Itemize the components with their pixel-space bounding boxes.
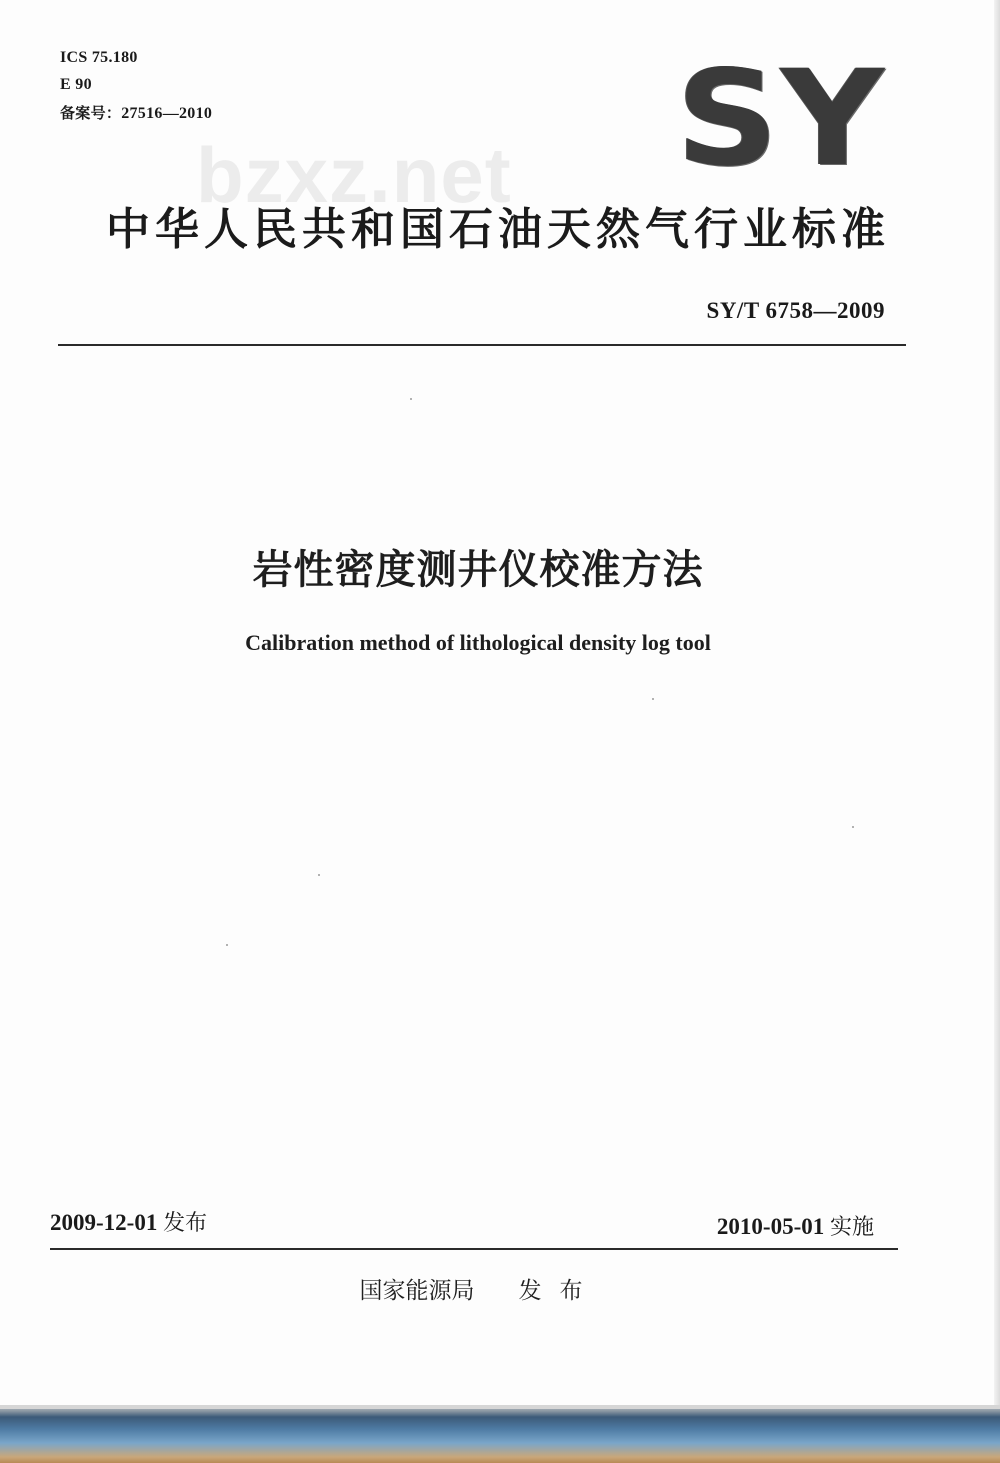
sy-logo: SY — [676, 42, 887, 196]
issue-label: 发布 — [163, 1211, 208, 1236]
document-title-zh: 岩性密度测井仪校准方法 — [252, 547, 704, 593]
ics-code: ICS 75.180 — [60, 49, 138, 66]
page-shadow — [0, 1405, 1000, 1409]
watermark: bzxz.net — [196, 131, 512, 219]
page-edge — [994, 0, 1000, 1405]
scan-speck — [410, 398, 412, 400]
record-number-value: 27516—2010 — [121, 105, 213, 122]
issue-date: 2009-12-01 — [50, 1210, 158, 1235]
record-number-label: 备案号： — [60, 104, 122, 122]
standard-number: SY/T 6758—2009 — [706, 298, 885, 323]
implementation-date: 2010-05-01 — [716, 1214, 825, 1239]
document-title-en: Calibration method of lithological density log tool — [245, 630, 711, 655]
classification-code: E 90 — [60, 76, 92, 93]
publisher-line — [0, 1274, 960, 1308]
publisher-name: 国家能源局 — [359, 1278, 475, 1304]
scan-speck — [318, 874, 320, 876]
implementation-date-line — [717, 1210, 874, 1245]
publisher-action: 发布 — [518, 1278, 601, 1304]
standard-category-heading: 中华人民共和国石油天然气行业标准 — [106, 204, 890, 255]
footer-divider — [50, 1248, 898, 1250]
record-number-line — [60, 99, 212, 128]
scan-speck — [652, 698, 654, 700]
background-strip — [0, 1405, 1000, 1463]
issue-date-line — [50, 1206, 207, 1241]
implementation-label: 实施 — [829, 1215, 874, 1240]
scan-speck — [226, 944, 228, 946]
header-divider — [58, 344, 906, 346]
scan-speck — [852, 826, 854, 828]
